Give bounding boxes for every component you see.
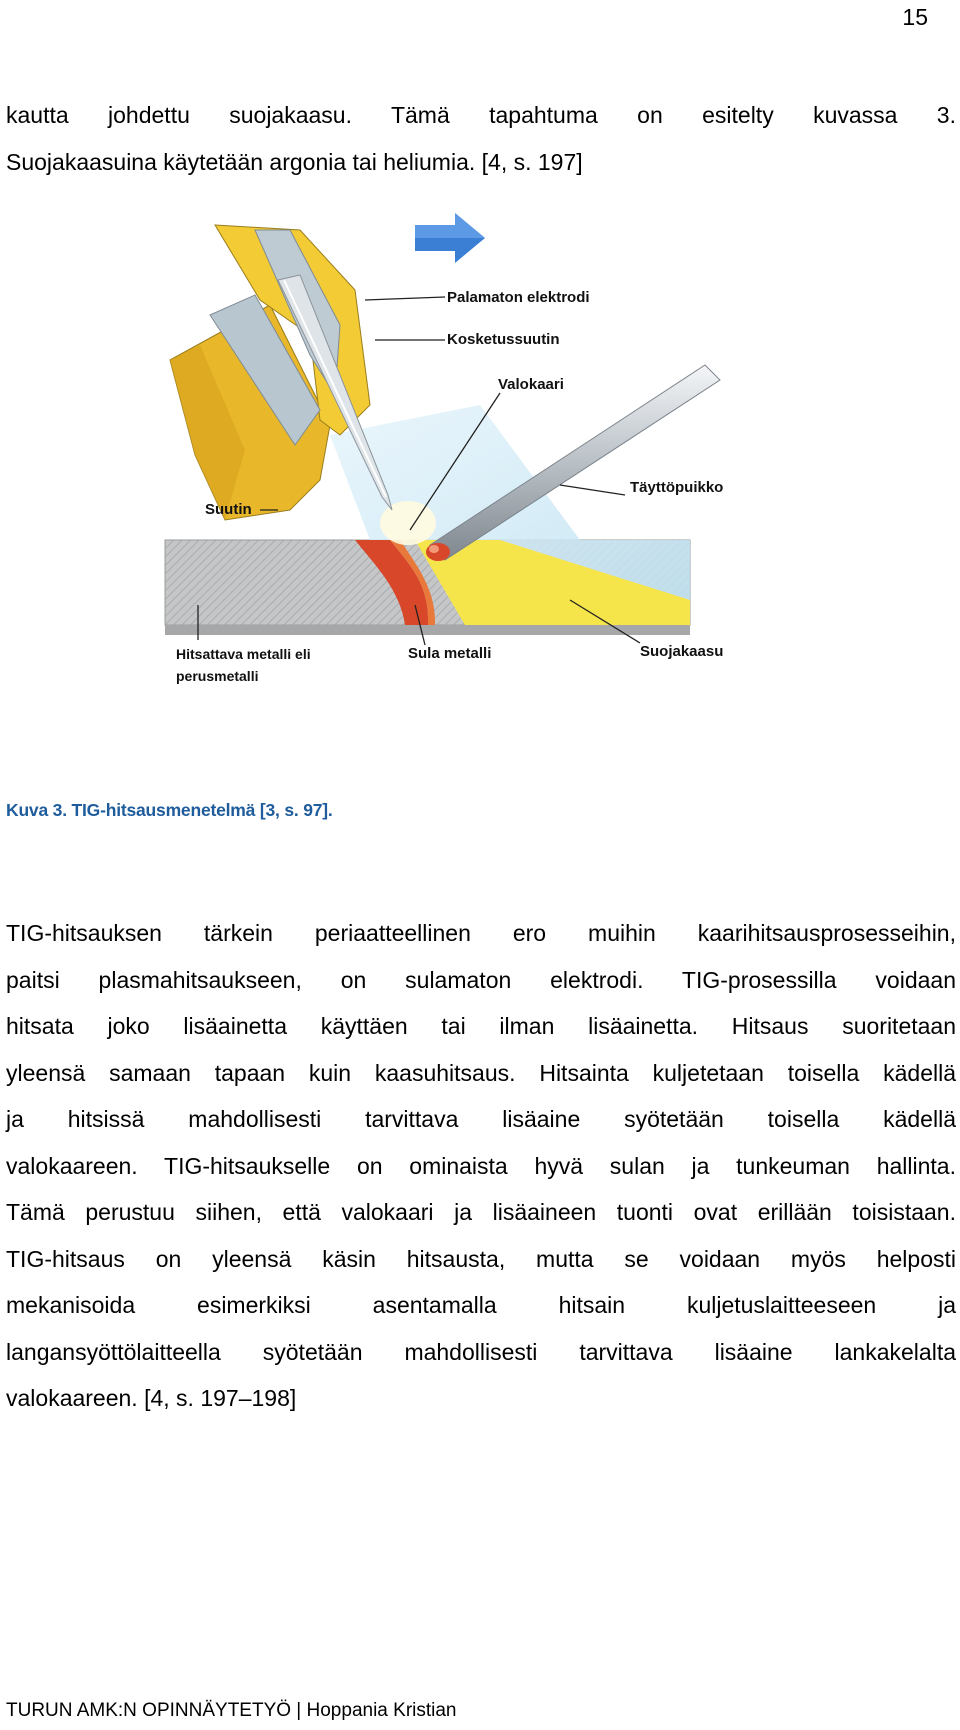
body-line: hitsata joko lisäainetta käyttäen tai ilman lisäainetta. Hitsaus suoritetaan — [6, 1013, 956, 1039]
label-base-metal-line1: Hitsattava metalli eli — [176, 646, 311, 662]
figure-caption: Kuva 3. TIG-hitsausmenetelmä [3, s. 97]. — [6, 800, 333, 820]
body-line: yleensä samaan tapaan kuin kaasuhitsaus. Hitsainta kuljetetaan toisella kädellä — [6, 1059, 956, 1086]
body-line: TIG-hitsaus on yleensä käsin hitsausta, mutta se voidaan myös helposti — [6, 1245, 956, 1272]
body-line: paitsi plasmahitsaukseen, on sulamaton elektrodi. TIG-prosessilla voidaan — [6, 966, 956, 993]
body-line: langansyöttölaitteella syötetään mahdollisesti tarvittava lisäaine lankakelalta — [6, 1338, 956, 1365]
intro-paragraph — [6, 92, 956, 185]
intro-line: kautta johdettu suojakaasu. Tämä tapahtuma on esitelty kuvassa 3. — [6, 102, 956, 128]
label-shielding-gas: Suojakaasu — [640, 643, 724, 660]
page-footer: TURUN AMK:N OPINNÄYTETYÖ | Hoppania Kristian — [6, 1700, 457, 1721]
label-base-metal-line2: perusmetalli — [176, 668, 259, 684]
body-line: valokaareen. TIG-hitsaukselle on ominaista hyvä sulan ja tunkeuman hallinta. — [6, 1152, 956, 1179]
label-filler-rod: Täyttöpuikko — [630, 479, 724, 496]
body-paragraph — [6, 910, 956, 1422]
label-arc: Valokaari — [498, 376, 564, 393]
intro-line: Suojakaasuina käytetään argonia tai heliumia. [4, s. 197] — [6, 148, 583, 175]
tig-welding-figure — [160, 205, 800, 775]
tig-welding-diagram — [160, 205, 800, 775]
label-nozzle: Suutin — [205, 501, 252, 518]
label-contact-tube: Kosketussuutin — [447, 331, 560, 348]
body-line: valokaareen. [4, s. 197–198] — [6, 1385, 297, 1411]
body-line: mekanisoida esimerkiksi asentamalla hitsain kuljetuslaitteeseen ja — [6, 1292, 956, 1318]
arc-glow — [380, 501, 436, 545]
body-line: TIG-hitsauksen tärkein periaatteellinen ero muihin kaarihitsausprosesseihin, — [6, 920, 956, 946]
label-electrode: Palamaton elektrodi — [447, 289, 590, 306]
label-molten-metal: Sula metalli — [408, 645, 492, 662]
body-line: ja hitsissä mahdollisesti tarvittava lisäaine syötetään toisella kädellä — [6, 1106, 956, 1132]
travel-direction-arrow — [415, 213, 485, 263]
page-number: 15 — [902, 4, 928, 30]
body-line: Tämä perustuu siihen, että valokaari ja lisäaineen tuonti ovat erillään toisistaan. — [6, 1199, 956, 1225]
